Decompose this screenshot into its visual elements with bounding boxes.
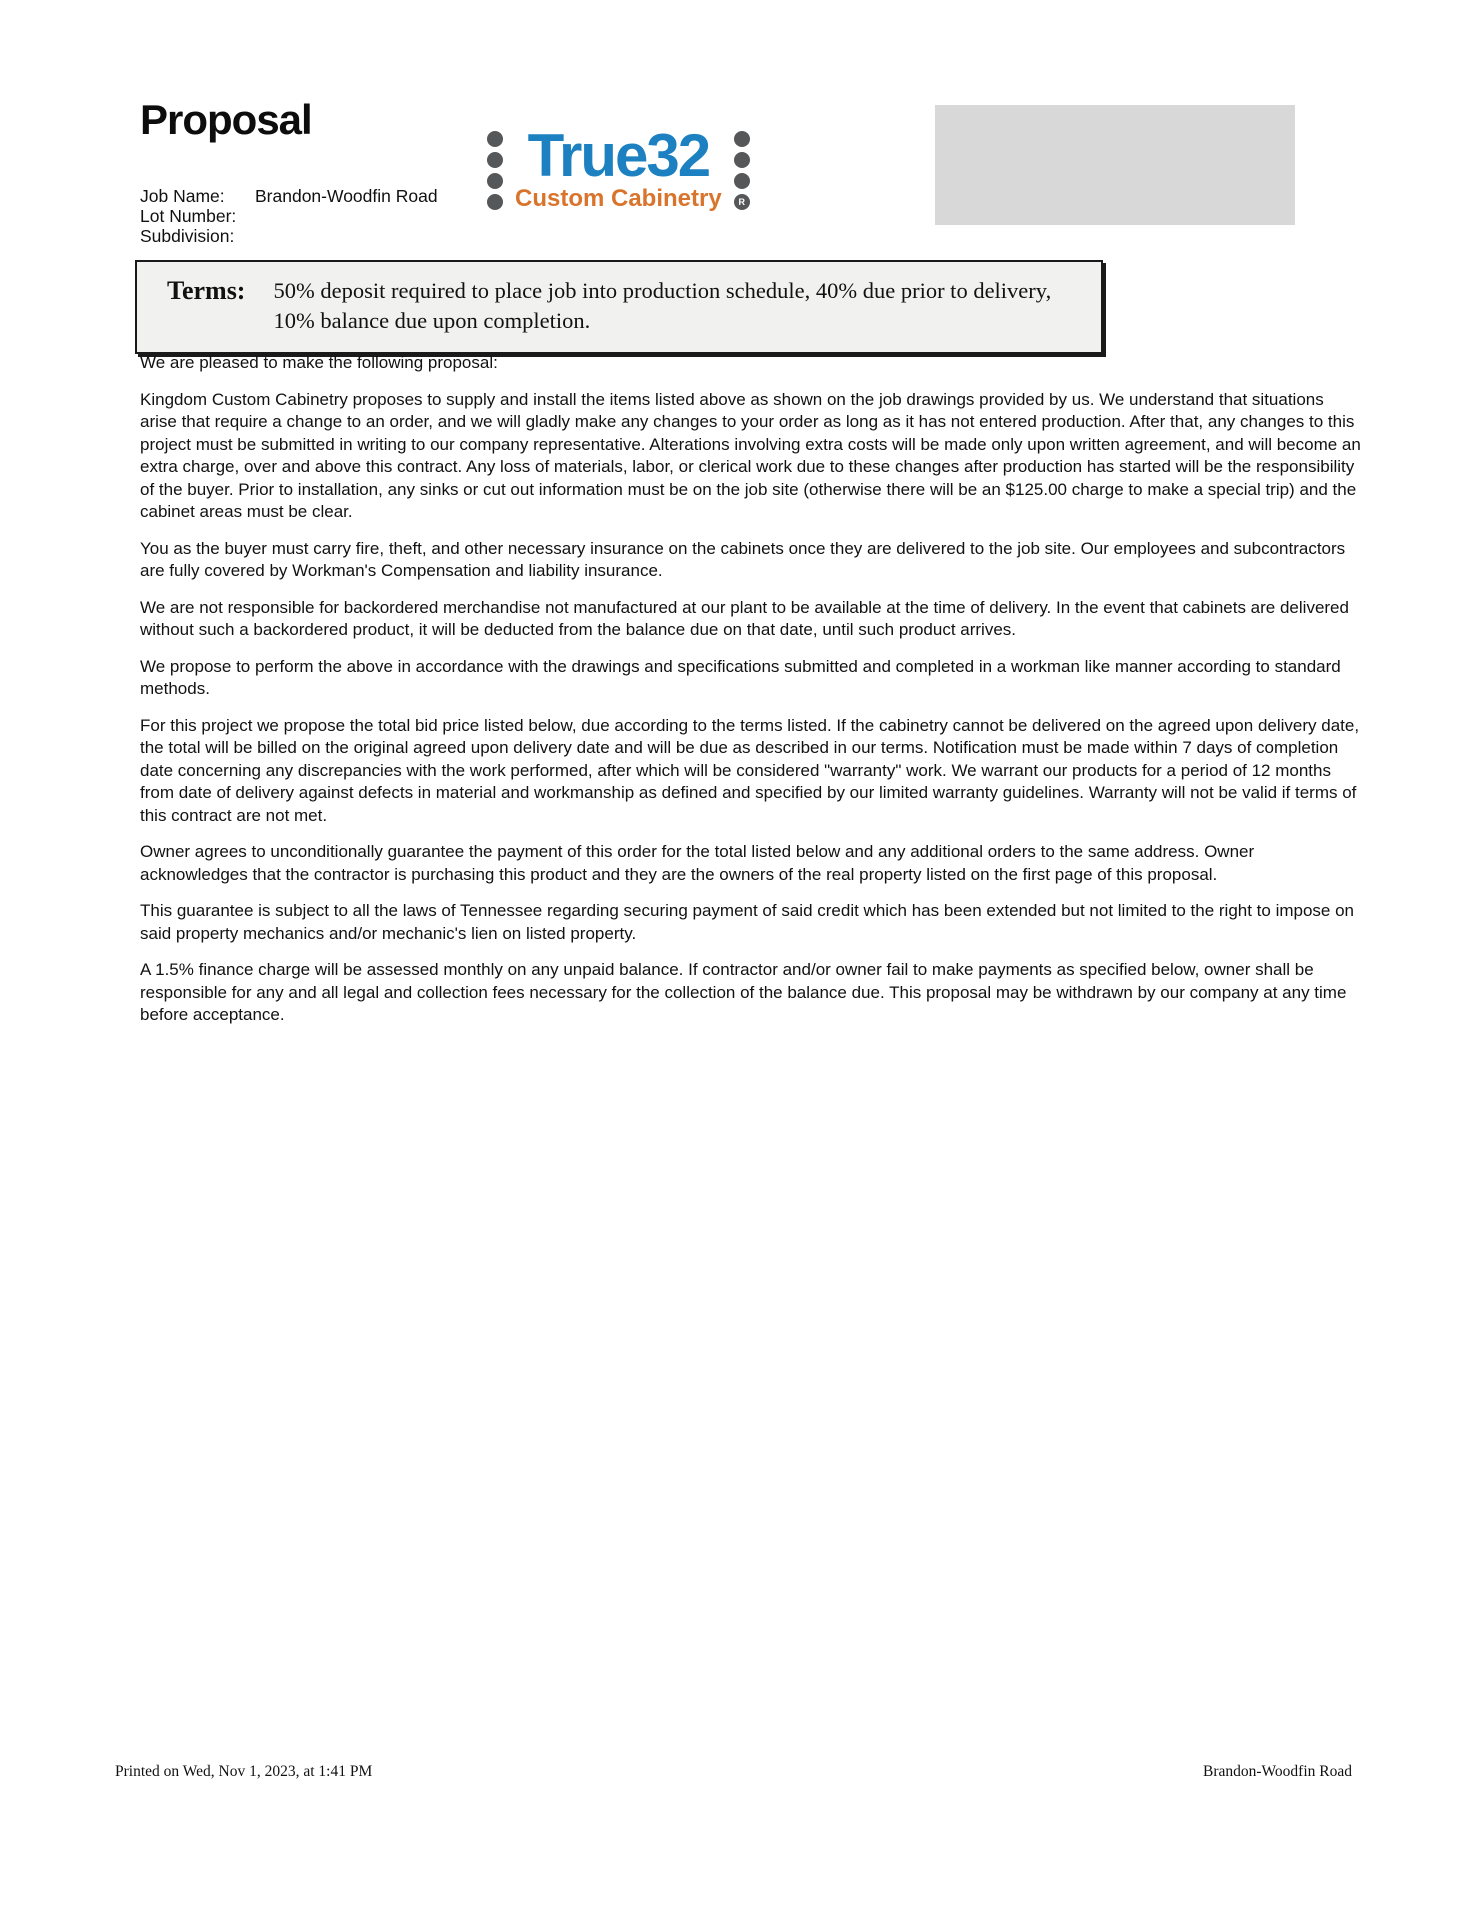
logo-tagline: Custom Cabinetry [515, 185, 722, 212]
job-name-label: Job Name: [140, 186, 225, 206]
paragraph: Kingdom Custom Cabinetry proposes to supply and install the items listed above as shown on the job drawings provided by us. We understand that situations arise that require a change to an order, and we will gladly make any changes to your order as long as it has not entered production. After that, any changes to this project must be submitted in writing to our company representative. Alterations involving extra costs will be made only upon written agreement, and will become an extra charge, over and above this contract. Any loss of materials, labor, or clerical work due to these changes after production has started will be the responsibility of the buyer. Prior to installation, any sinks or cut out information must be on the job site (otherwise there will be an $125.00 charge to make a special trip) and the cabinet areas must be clear. [140, 389, 1361, 521]
paragraph: You as the buyer must carry fire, theft, and other necessary insurance on the cabinets once they are delivered to the job site. Our employees and subcontractors are fully covered by Workman's Compensation and liability insurance. [140, 538, 1346, 580]
logo-dots-left [487, 127, 503, 210]
footer-job-name: Brandon-Woodfin Road [1203, 1763, 1352, 1780]
terms-box [135, 260, 1103, 354]
job-name-value: Brandon-Woodfin Road [255, 186, 438, 206]
terms-text: 50% deposit required to place job into production schedule, 40% due prior to delivery, 10% balance due upon completion. [273, 278, 1052, 333]
paragraph: Owner agrees to unconditionally guarantee the payment of this order for the total listed below and any additional orders to the same address. Owner acknowledges that the contractor is purchasing this product and they are the owners of the real property listed on the first page of this proposal. [140, 842, 1255, 884]
gray-placeholder-box [935, 105, 1295, 225]
footer-printed-timestamp: Printed on Wed, Nov 1, 2023, at 1:41 PM [115, 1763, 373, 1780]
paragraph: We propose to perform the above in accordance with the drawings and specifications submitted and completed in a workman like manner according to standard methods. [140, 656, 1341, 698]
lot-number-label: Lot Number: [140, 206, 237, 226]
page-footer [0, 1763, 1484, 1781]
job-info [140, 186, 438, 246]
logo-dots-right [734, 127, 750, 210]
company-logo [487, 122, 750, 213]
logo-text [515, 122, 722, 213]
paragraph: We are not responsible for backordered merchandise not manufactured at our plant to be available at the time of delivery. In the event that cabinets are delivered without such a backordered product, it will be deducted from the balance due on that date, until such product arrives. [140, 597, 1349, 639]
subdivision-row [140, 226, 438, 246]
terms-label: Terms: [167, 276, 246, 305]
lot-number-row [140, 206, 438, 226]
intro-line: We are pleased to make the following proposal: [140, 353, 498, 372]
registered-trademark-icon: R [734, 194, 750, 210]
paragraph: A 1.5% finance charge will be assessed monthly on any unpaid balance. If contractor and/or owner fail to make payments as specified below, owner shall be responsible for any and all legal and collection fees necessary for the collection of the balance due. This proposal may be withdrawn by our company at any time before acceptance. [140, 960, 1347, 1024]
dot-icon [487, 173, 503, 189]
dot-icon [734, 131, 750, 147]
dot-icon [734, 152, 750, 168]
logo-brand-name: True32 [527, 122, 710, 189]
dot-icon [734, 173, 750, 189]
proposal-body [140, 352, 1362, 1041]
job-name-row [140, 186, 438, 206]
dot-icon [487, 152, 503, 168]
subdivision-label: Subdivision: [140, 226, 235, 246]
paragraph: For this project we propose the total bid price listed below, due according to the terms listed. If the cabinetry cannot be delivered on the agreed upon delivery date, the total will be billed on the original agreed upon delivery date and will be due as described in our terms. Notification must be made within 7 days of completion date concerning any discrepancies with the work performed, after which will be considered "warranty" work. We warrant our products for a period of 12 months from date of delivery against defects in material and workmanship as defined and specified by our limited warranty guidelines. Warranty will not be valid if terms of this contract are not met. [140, 715, 1360, 825]
dot-icon [487, 194, 503, 210]
page-title: Proposal [140, 96, 312, 143]
dot-icon [487, 131, 503, 147]
paragraph: This guarantee is subject to all the laws of Tennessee regarding securing payment of said credit which has been extended but not limited to the right to impose on said property mechanics and/or mechanic's lien on listed property. [140, 901, 1355, 943]
